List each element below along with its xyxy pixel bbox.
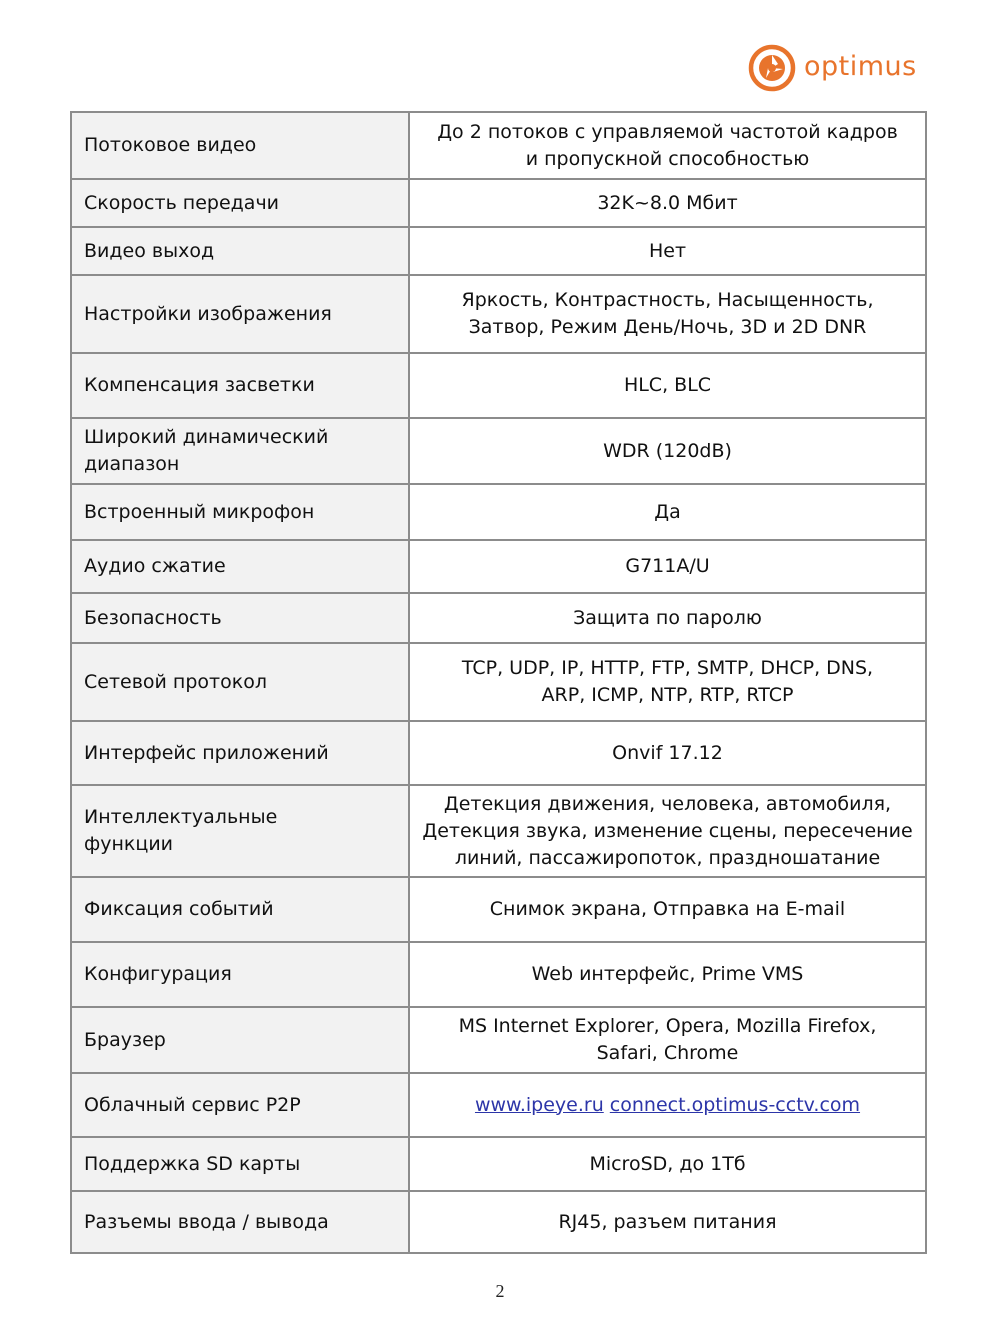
- spec-value: [409, 275, 926, 353]
- spec-label: [71, 1007, 409, 1073]
- spec-label: [71, 353, 409, 418]
- spec-row: [71, 1007, 926, 1073]
- spec-row: [71, 275, 926, 353]
- spec-label-text: Потоковое видео: [84, 134, 257, 156]
- spec-value-line: Safari, Chrome: [596, 1042, 739, 1064]
- spec-value-line: Детекция звука, изменение сцены, пересечение: [422, 819, 913, 842]
- spec-label: [71, 1137, 409, 1191]
- spec-row: [71, 1073, 926, 1137]
- spec-row: [71, 877, 926, 942]
- brand-logo: [748, 44, 917, 92]
- spec-label-text: Браузер: [84, 1028, 166, 1051]
- spec-row: [71, 112, 926, 179]
- spec-value-line: Onvif 17.12: [612, 741, 723, 764]
- spec-value-line: Да: [654, 500, 681, 523]
- ipeye-link[interactable]: www.ipeye.ru: [474, 1093, 604, 1116]
- spec-row: [71, 785, 926, 877]
- spec-label: [71, 484, 409, 540]
- optimus-logo-icon: [748, 44, 796, 92]
- spec-value-line: TCP, UDP, IP, HTTP, FTP, SMTP, DHCP, DNS,: [461, 657, 874, 679]
- spec-value-line: HLC, BLC: [623, 374, 712, 396]
- spec-label: [71, 942, 409, 1007]
- spec-row: [71, 721, 926, 785]
- spec-value: [409, 1007, 926, 1073]
- spec-value-line: и пропускной способностью: [525, 147, 810, 170]
- spec-value: [409, 227, 926, 275]
- spec-value-line: Яркость, Контрастность, Насыщенность,: [461, 289, 874, 311]
- spec-value-line: 32K~8.0 Мбит: [597, 191, 738, 214]
- spec-row: [71, 540, 926, 593]
- spec-label: [71, 1073, 409, 1137]
- spec-label-text: Конфигурация: [84, 963, 232, 985]
- spec-value: [409, 1191, 926, 1253]
- spec-value-line: Защита по паролю: [573, 606, 762, 629]
- spec-label-text: Аудио сжатие: [84, 555, 226, 577]
- spec-label: [71, 1191, 409, 1253]
- spec-row: [71, 643, 926, 721]
- spec-label-text: Фиксация событий: [84, 898, 274, 920]
- spec-value-line: MicroSD, до 1Тб: [589, 1152, 746, 1175]
- spec-value-line: Web интерфейс, Prime VMS: [531, 963, 804, 985]
- spec-value-line: WDR (120dB): [603, 439, 732, 462]
- spec-label-text: Настройки изображения: [84, 302, 332, 325]
- spec-table: [70, 111, 927, 1254]
- spec-label-text: Разъемы ввода / вывода: [84, 1210, 329, 1233]
- spec-value-line: G711A/U: [625, 555, 710, 577]
- spec-value: [409, 785, 926, 877]
- spec-value: [409, 1137, 926, 1191]
- spec-label-text: Скорость передачи: [84, 191, 280, 214]
- spec-label-line: Интеллектуальные: [84, 806, 278, 828]
- spec-label-text: Безопасность: [84, 606, 222, 629]
- spec-row: [71, 227, 926, 275]
- spec-row: [71, 353, 926, 418]
- spec-value: [409, 721, 926, 785]
- spec-label: [71, 112, 409, 179]
- spec-label-text: Компенсация засветки: [84, 374, 315, 396]
- spec-value-line: Детекция движения, человека, автомобиля,: [443, 792, 892, 815]
- spec-label: [71, 643, 409, 721]
- spec-label-line: диапазон: [84, 453, 180, 475]
- spec-value: [409, 112, 926, 179]
- spec-label: [71, 540, 409, 593]
- spec-label: [71, 275, 409, 353]
- spec-value: [409, 484, 926, 540]
- spec-row: [71, 593, 926, 643]
- spec-row: [71, 418, 926, 484]
- spec-value-line: Нет: [648, 239, 687, 262]
- spec-row: [71, 1137, 926, 1191]
- spec-value-line: До 2 потоков с управляемой частотой кадров: [437, 120, 898, 143]
- spec-label: [71, 785, 409, 877]
- optimus-cloud-link[interactable]: connect.optimus-cctv.com: [609, 1093, 861, 1116]
- spec-label-text: Встроенный микрофон: [84, 500, 315, 523]
- spec-label: [71, 877, 409, 942]
- spec-label-text: Интерфейс приложений: [84, 741, 329, 764]
- spec-value: [409, 877, 926, 942]
- spec-value-line: Затвор, Режим День/Ночь, 3D и 2D DNR: [468, 316, 867, 338]
- spec-row: [71, 942, 926, 1007]
- spec-label: [71, 593, 409, 643]
- spec-value: [409, 353, 926, 418]
- spec-row: [71, 484, 926, 540]
- spec-value: [409, 418, 926, 484]
- spec-value-line: RJ45, разъем питания: [558, 1210, 777, 1233]
- spec-table-body: [71, 112, 926, 1253]
- spec-label-line: Широкий динамический: [84, 426, 329, 448]
- spec-label: [71, 227, 409, 275]
- spec-value: [409, 1073, 926, 1137]
- brand-name: optimus: [804, 50, 917, 82]
- spec-row: [71, 179, 926, 227]
- spec-label: [71, 179, 409, 227]
- spec-value: [409, 942, 926, 1007]
- spec-value-line: Снимок экрана, Отправка на E-mail: [489, 898, 846, 920]
- spec-label-text: Сетевой протокол: [84, 670, 267, 693]
- spec-row: [71, 1191, 926, 1253]
- spec-value: [409, 179, 926, 227]
- spec-value-line: MS Internet Explorer, Opera, Mozilla Firefox,: [458, 1015, 877, 1037]
- spec-label-text: Поддержка SD карты: [84, 1152, 301, 1175]
- spec-label-text: Видео выход: [84, 239, 215, 262]
- spec-label: [71, 721, 409, 785]
- spec-value-line: линий, пассажиропоток, праздношатание: [454, 846, 881, 869]
- spec-value: [409, 643, 926, 721]
- spec-label-text: Облачный сервис P2P: [84, 1093, 301, 1116]
- spec-value-line: ARP, ICMP, NTP, RTP, RTCP: [541, 684, 794, 706]
- spec-label-line: функции: [84, 833, 174, 855]
- page-number: 2: [495, 1281, 505, 1301]
- spec-value: [409, 593, 926, 643]
- spec-label: [71, 418, 409, 484]
- spec-value: [409, 540, 926, 593]
